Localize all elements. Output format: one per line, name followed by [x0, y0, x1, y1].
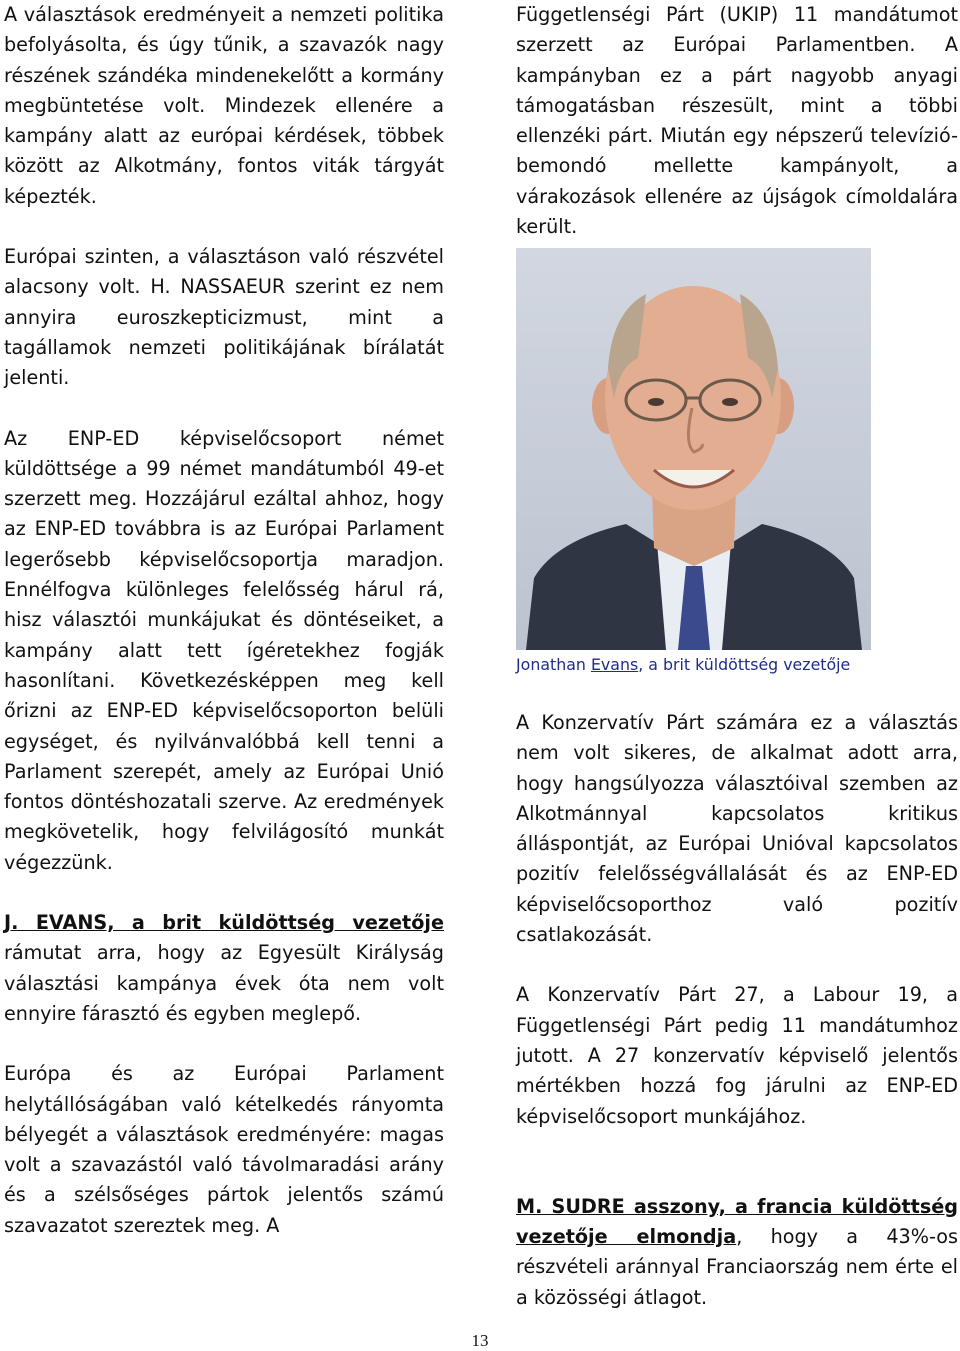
sudre-text: , hogy a 43%-os részvételi aránnyal Franciaország nem érte el a közösségi átlagot.	[516, 1225, 958, 1309]
page-number: 13	[471, 1331, 489, 1350]
left-column	[4, 0, 444, 1241]
portrait-photo	[516, 248, 871, 650]
right-column-lower	[516, 708, 958, 1313]
caption-suffix: , a brit küldöttség vezetője	[638, 655, 851, 674]
paragraph-german-delegation: Az ENP-ED képviselőcsoport német küldöttsége a 99 német mandátumból 49-et szerzett meg. Hozzájárul ezáltal ahhoz, hogy az ENP-ED továbbra is az Európai Parlament legerősebb képviselőcsoportja maradjon. Ennélfogva különleges felelősség hárul rá, hisz választói munkájukat és döntéseiket, a kampány alatt tett ígéretekhez fogják hasonlítani. Következésképpen meg kell őrizni az ENP-ED képviselőcsoporton belüli egységet, és nyilvánvalóbbá kell tenni a Parlament szerepét, amely az Európai Unió fontos döntéshozatali szerve. Az eredmények megkövetelik, hogy felvilágosító munkát végezzünk.	[4, 426, 444, 874]
paragraph-turnout: Európai szinten, a választáson való részvétel alacsony volt. H. NASSAEUR szerint ez nem annyira euroszkepticizmust, mint a tagállamok nemzeti politikájának bírálatát jelenti.	[4, 245, 444, 390]
paragraph-evans	[4, 908, 444, 1029]
sudre-heading: M. SUDRE asszony, a francia küldöttség vezetője elmondja	[516, 1194, 958, 1249]
paragraph-ukip: Függetlenségi Párt (UKIP) 11 mandátumot szerzett az Európai Parlamentben. A kampányban ez a párt nagyobb anyagi támogatásban részesült, mint a többi ellenzéki párt. Miután egy népszerű televízió-bemondó mellette kampányolt, a várakozások ellenére az újságok címoldalára került.	[516, 3, 958, 239]
caption-name: Evans	[590, 655, 639, 674]
paragraph-sudre	[516, 1192, 958, 1313]
evans-text: rámutat arra, hogy az Egyesült Királyság választási kampánya évek óta nem volt ennyire fárasztó és egyben meglepő.	[4, 941, 444, 1025]
portrait-image	[516, 248, 871, 650]
paragraph-doubt: Európa és az Európai Parlament helytállóságában való kételkedés rányomta bélyegét a választások eredményére: magas volt a szavazástól való távolmaradási arány és a szélsőséges pártok jelentős számú szavazatot szereztek meg. A	[4, 1062, 444, 1237]
caption-prefix: Jonathan	[516, 655, 591, 674]
photo-caption	[516, 652, 958, 678]
evans-heading: J. EVANS, a brit küldöttség vezetője	[4, 911, 444, 935]
paragraph-conservative: A Konzervatív Párt számára ez a választás nem volt sikeres, de alkalmat adott arra, hogy hangsúlyozza választóival szemben az Alkotmánnyal kapcsolatos kritikus álláspontját, az Európai Unióval kapcsolatos pozitív felelősségvállalását és az ENP-ED képviselőcsoporthoz való pozitív csatlakozását.	[516, 711, 958, 947]
paragraph-election-results: A választások eredményeit a nemzeti politika befolyásolta, és úgy tűnik, a szavazók nagy részének szándéka mindenekelőtt a kormány megbüntetése volt. Mindezek ellenére a kampány alatt az európai kérdések, többek között az Alkotmány, fontos viták tárgyát képezték.	[4, 3, 444, 208]
paragraph-mandates: A Konzervatív Párt 27, a Labour 19, a Függetlenségi Párt pedig 11 mandátumhoz jutott. A 27 konzervatív képviselő jelentős mértékben hozzá fog járulni az ENP-ED képviselőcsoport munkájához.	[516, 983, 958, 1128]
right-column	[516, 0, 958, 242]
